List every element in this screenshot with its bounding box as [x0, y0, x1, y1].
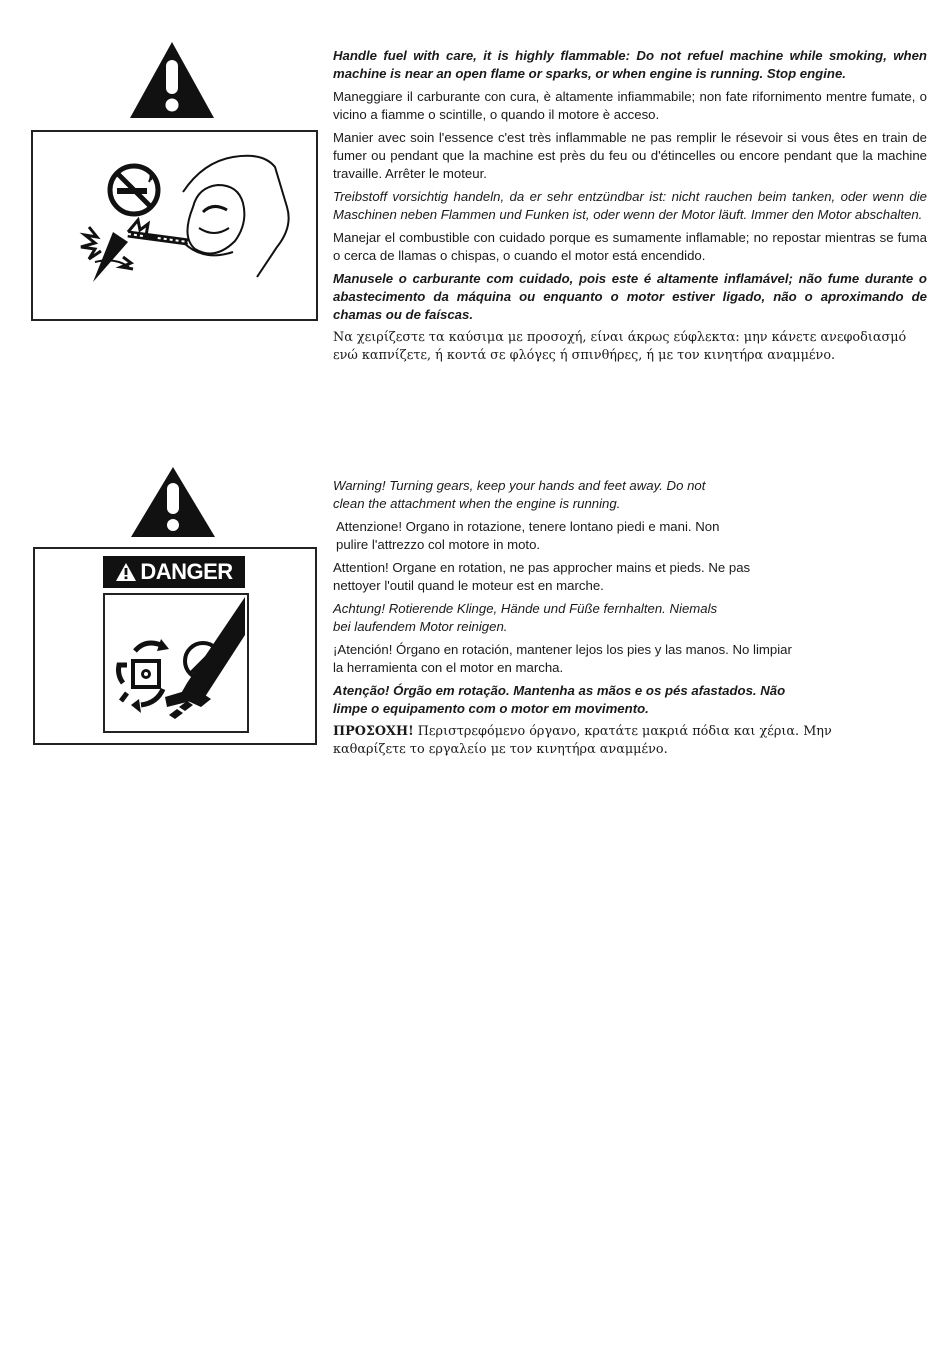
rotating-gears-hand-foot-illustration — [103, 593, 249, 733]
fuel-warning-fr: Manier avec soin l'essence c'est très inflammable ne pas remplir le résevoir si vous êtes en train de fumer ou pendant que la machine est près du feu ou d'étincelles ou encore pendant que la machine travaille. Arrêter le moteur. — [333, 130, 927, 181]
gears-warning-es: ¡Atención! Órgano en rotación, mantener lejos los pies y las manos. No limpiar la herramienta con el motor en marcha. — [333, 642, 792, 675]
gears-warning-de: Achtung! Rotierende Klinge, Hände und Füße fernhalten. Niemals bei laufendem Motor reinigen. — [333, 601, 718, 634]
alert-triangle-icon — [115, 562, 137, 582]
fuel-warning-de: Treibstoff vorsichtig handeln, da er sehr entzündbar ist: nicht rauchen beim tanken, oder wenn die Maschinen neben Flammen und Funken ist, oder wenn der Motor läuft. Immer den Motor abschalten. — [333, 189, 927, 222]
fuel-warning-el: Να χειρίζεστε τα καύσιμα με προσοχή, είναι άκρως εύφλεκτα: μην κάνετε ανεφοδιασμό ενώ καπνίζετε, ή κοντά σε φλόγες ή σπινθήρες, ή με τον κινητήρα αναμμένο. — [333, 330, 907, 363]
danger-label: DANGER — [103, 556, 245, 588]
fuel-warning-en: Handle fuel with care, it is highly flammable: Do not refuel machine while smoking, when machine is near an open flame or sparks, or when engine is running. Stop engine. — [333, 48, 927, 81]
gears-warning-it: Attenzione! Organo in rotazione, tenere lontano piedi e mani. Non pulire l'attrezzo col motore in moto. — [336, 519, 720, 552]
gears-warning-el — [333, 723, 853, 759]
gears-warning-el-text: Περιστρεφόμενο όργανο, κρατάτε μακριά πόδια και χέρια. Μην καθαρίζετε το εργαλείο με τον κινητήρα αναμμένο. — [333, 724, 832, 757]
gears-warning-fr: Attention! Organe en rotation, ne pas approcher mains et pieds. Ne pas nettoyer l'outil quand le moteur est en marche. — [333, 560, 751, 593]
fuel-warning-pt: Manusele o carburante com cuidado, pois este é altamente inflamável; não fume durante o abastecimento da máquina ou enquanto o motor estiver ligado, não o aproximando de chamas ou de faíscas. — [333, 271, 927, 322]
greek-caution-lead: ΠΡΟΣΟΧΗ! — [333, 724, 414, 739]
fuel-warning-es: Manejar el combustible con cuidado porque es sumamente inflamable; no repostar mientras se fuma o cerca de llamas o chispas, o cuando el motor está encendido. — [333, 230, 927, 263]
no-smoking-refuel-illustration — [31, 130, 318, 321]
fuel-warning-it: Maneggiare il carburante con cura, è altamente infiammabile; non fate rifornimento mentre fumate, o vicino a fiamme o scintille, o quando il motore è acceso. — [333, 89, 927, 122]
danger-sign — [33, 547, 317, 745]
warning-triangle-icon — [129, 465, 217, 539]
gears-warning-en: Warning! Turning gears, keep your hands and feet away. Do not clean the attachment when the engine is running. — [333, 478, 706, 511]
warning-triangle-icon — [128, 40, 216, 120]
gears-warning-pt: Atenção! Órgão em rotação. Mantenha as mãos e os pés afastados. Não limpe o equipamento com o motor em movimento. — [333, 683, 786, 716]
